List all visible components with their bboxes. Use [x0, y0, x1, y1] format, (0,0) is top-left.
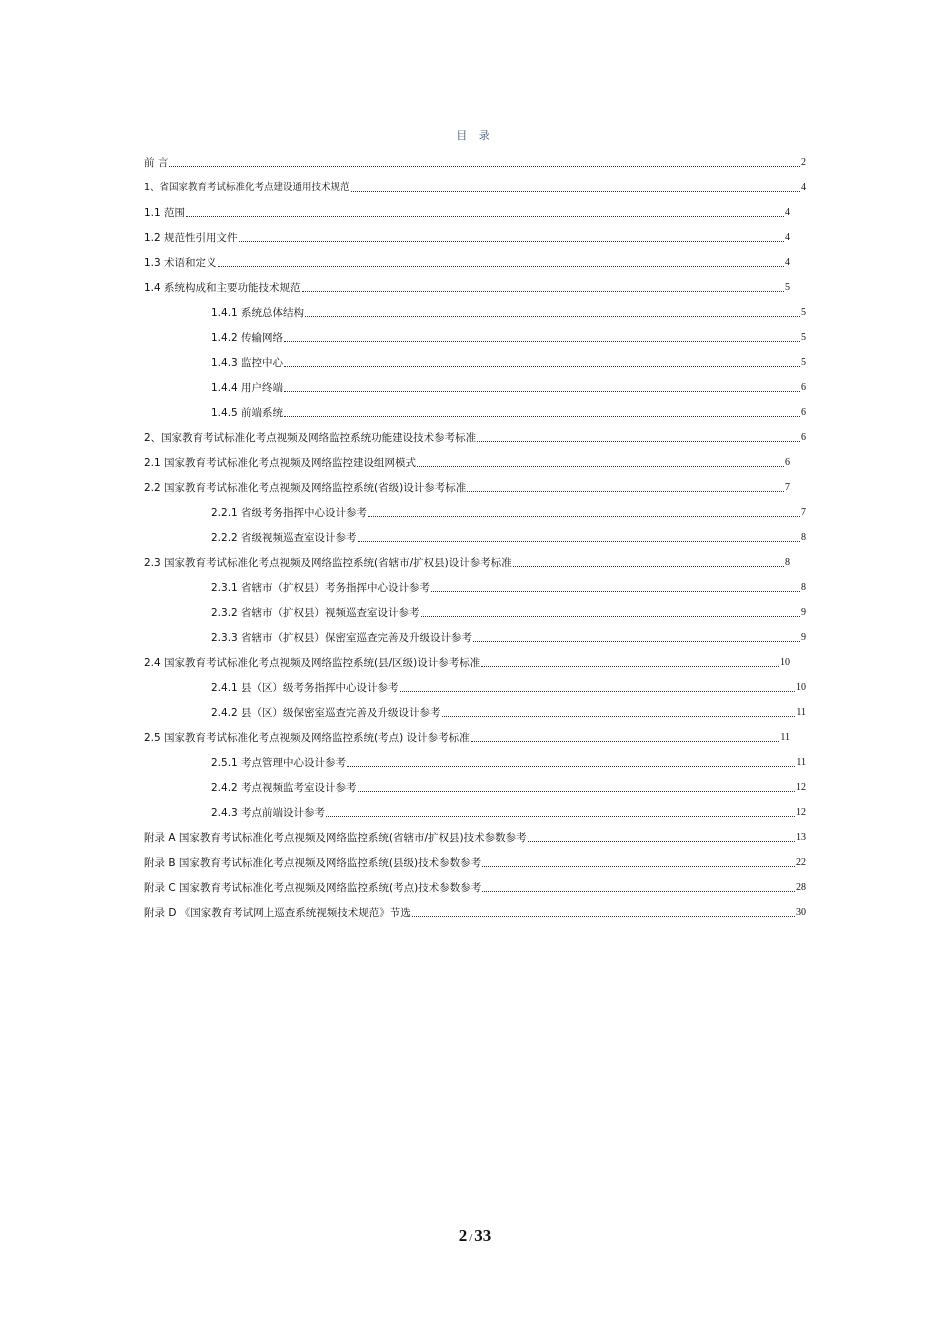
toc-entry-label: 1.4.5 前端系统 [211, 407, 284, 419]
toc-entry[interactable] [211, 700, 806, 720]
total-page-count: 33 [474, 1226, 492, 1245]
toc-leader-dots [169, 166, 800, 167]
toc-entry[interactable] [211, 775, 806, 795]
toc-entry-label: 2.3.1 省辖市（扩权县）考务指挥中心设计参考 [211, 582, 431, 594]
toc-leader-dots [513, 566, 784, 567]
toc-entry-page: 22 [796, 857, 806, 868]
toc-leader-dots [417, 466, 784, 467]
toc-entry[interactable] [144, 150, 806, 170]
toc-entry[interactable] [211, 375, 806, 395]
toc-entry[interactable] [211, 525, 806, 545]
toc-leader-dots [421, 616, 800, 617]
toc-leader-dots [442, 716, 796, 717]
toc-leader-dots [467, 491, 784, 492]
toc-entry-label: 2.4 国家教育考试标准化考点视频及网络监控系统(县/区级)设计参考标准 [144, 657, 481, 669]
toc-entry-label: 1.3 术语和定义 [144, 257, 217, 269]
toc-entry-page: 8 [801, 532, 806, 543]
toc-leader-dots [326, 816, 795, 817]
toc-leader-dots [358, 541, 800, 542]
toc-entry-label: 2.4.1 县（区）级考务指挥中心设计参考 [211, 682, 399, 694]
toc-leader-dots [302, 291, 784, 292]
toc-leader-dots [473, 641, 800, 642]
toc-entry-label: 2.4.3 考点前端设计参考 [211, 807, 326, 819]
toc-entry[interactable] [211, 350, 806, 370]
toc-leader-dots [186, 216, 784, 217]
toc-entry-label: 1.4.4 用户终端 [211, 382, 284, 394]
toc-entry-label: 附录 A 国家教育考试标准化考点视频及网络监控系统(省辖市/扩权县)技术参数参考 [144, 832, 527, 844]
toc-entry-page: 6 [801, 407, 806, 418]
toc-entry-page: 4 [801, 182, 806, 193]
toc-entry-page: 6 [801, 432, 806, 443]
toc-entry-page: 6 [801, 382, 806, 393]
toc-entry-label: 2.3 国家教育考试标准化考点视频及网络监控系统(省辖市/扩权县)设计参考标准 [144, 557, 512, 569]
page-number-footer [0, 1226, 950, 1246]
toc-entry-label: 2.5.1 考点管理中心设计参考 [211, 757, 347, 769]
toc-leader-dots [218, 266, 784, 267]
toc-leader-dots [482, 891, 795, 892]
toc-entry[interactable] [211, 600, 806, 620]
toc-entry-page: 30 [796, 907, 806, 918]
toc-entry[interactable] [144, 250, 790, 270]
toc-entry-page: 8 [785, 557, 790, 568]
toc-entry-page: 28 [796, 882, 806, 893]
toc-entry-page: 11 [796, 707, 806, 718]
toc-entry[interactable] [144, 875, 806, 895]
toc-leader-dots [368, 516, 800, 517]
toc-entry-label: 前 言 [144, 157, 169, 169]
toc-entry-page: 5 [801, 307, 806, 318]
toc-entry-page: 7 [785, 482, 790, 493]
toc-entry-label: 2.4.2 县（区）级保密室巡查完善及升级设计参考 [211, 707, 441, 719]
toc-entry-label: 2.2.2 省级视频巡查室设计参考 [211, 532, 357, 544]
toc-entry-page: 11 [796, 757, 806, 768]
toc-entry-page: 4 [785, 207, 790, 218]
toc-entry-label: 2.1 国家教育考试标准化考点视频及网络监控建设组网模式 [144, 457, 417, 469]
toc-entry-label: 1.4 系统构成和主要功能技术规范 [144, 282, 301, 294]
toc-leader-dots [347, 766, 795, 767]
toc-entry-label: 附录 C 国家教育考试标准化考点视频及网络监控系统(考点)技术参数参考 [144, 882, 482, 894]
toc-leader-dots [481, 666, 779, 667]
toc-entry-label: 2.2.1 省级考务指挥中心设计参考 [211, 507, 368, 519]
toc-entry-label: 1、省国家教育考试标准化考点建设通用技术规范 [144, 182, 350, 193]
toc-entry-page: 12 [796, 782, 806, 793]
toc-entry-page: 5 [801, 332, 806, 343]
toc-entry-label: 2.5 国家教育考试标准化考点视频及网络监控系统(考点) 设计参考标准 [144, 732, 470, 744]
toc-entry-page: 5 [801, 357, 806, 368]
toc-leader-dots [528, 841, 795, 842]
toc-entry-page: 10 [796, 682, 806, 693]
toc-entry[interactable] [211, 300, 806, 320]
toc-leader-dots [305, 316, 800, 317]
toc-entry[interactable] [211, 575, 806, 595]
toc-entry-page: 4 [785, 232, 790, 243]
toc-entry[interactable] [144, 425, 806, 445]
toc-entry-label: 2、国家教育考试标准化考点视频及网络监控系统功能建设技术参考标准 [144, 432, 477, 444]
toc-entry-page: 5 [785, 282, 790, 293]
toc-entry[interactable] [144, 200, 790, 220]
toc-entry[interactable] [144, 475, 790, 495]
toc-entry[interactable] [144, 225, 790, 245]
current-page-number: 2 [458, 1226, 468, 1245]
toc-entry[interactable] [211, 325, 806, 345]
toc-entry-label: 1.4.3 监控中心 [211, 357, 284, 369]
toc-leader-dots [358, 791, 795, 792]
toc-entry[interactable] [144, 175, 806, 195]
toc-entry-label: 1.4.1 系统总体结构 [211, 307, 305, 319]
toc-entry[interactable] [144, 550, 790, 570]
toc-leader-dots [471, 741, 780, 742]
page-separator: / [469, 1232, 473, 1244]
toc-entry[interactable] [211, 750, 806, 770]
toc-entry-label: 1.2 规范性引用文件 [144, 232, 238, 244]
toc-leader-dots [284, 366, 800, 367]
toc-entry-label: 附录 D 《国家教育考试网上巡查系统视频技术规范》节选 [144, 907, 411, 919]
toc-entry[interactable] [144, 900, 806, 920]
toc-leader-dots [431, 591, 800, 592]
toc-entry[interactable] [211, 800, 806, 820]
toc-leader-dots [482, 866, 795, 867]
toc-entry[interactable] [211, 625, 806, 645]
toc-entry-label: 2.4.2 考点视频监考室设计参考 [211, 782, 357, 794]
toc-entry[interactable] [144, 450, 790, 470]
toc-entry-label: 1.4.2 传输网络 [211, 332, 284, 344]
toc-entry-page: 13 [796, 832, 806, 843]
toc-entry-page: 9 [801, 607, 806, 618]
toc-entry-label: 附录 B 国家教育考试标准化考点视频及网络监控系统(县级)技术参数参考 [144, 857, 482, 869]
toc-leader-dots [477, 441, 800, 442]
toc-entry[interactable] [144, 850, 806, 870]
toc-entry-page: 11 [780, 732, 790, 743]
toc-entry-label: 1.1 范围 [144, 207, 186, 219]
toc-leader-dots [284, 341, 800, 342]
toc-entry-page: 12 [796, 807, 806, 818]
toc-entry[interactable] [144, 725, 790, 745]
toc-entry-page: 8 [801, 582, 806, 593]
toc-title: 目 录 [456, 129, 494, 142]
toc-entry-page: 4 [785, 257, 790, 268]
toc-entry[interactable] [144, 650, 790, 670]
toc-entry[interactable] [211, 675, 806, 695]
toc-leader-dots [412, 916, 795, 917]
toc-entry[interactable] [144, 825, 806, 845]
toc-entry-label: 2.2 国家教育考试标准化考点视频及网络监控系统(省级)设计参考标准 [144, 482, 467, 494]
toc-leader-dots [239, 241, 784, 242]
toc-entry[interactable] [144, 275, 790, 295]
toc-entry-page: 6 [785, 457, 790, 468]
toc-entry-page: 10 [780, 657, 790, 668]
toc-leader-dots [284, 416, 800, 417]
toc-entry-label: 2.3.3 省辖市（扩权县）保密室巡查完善及升级设计参考 [211, 632, 473, 644]
toc-entry-page: 9 [801, 632, 806, 643]
toc-entry-label: 2.3.2 省辖市（扩权县）视频巡查室设计参考 [211, 607, 420, 619]
toc-entry[interactable] [211, 500, 806, 520]
toc-entry[interactable] [211, 400, 806, 420]
toc-leader-dots [351, 191, 800, 192]
toc-entry-page: 2 [801, 157, 806, 168]
toc-leader-dots [400, 691, 795, 692]
toc-leader-dots [284, 391, 800, 392]
toc-entry-page: 7 [801, 507, 806, 518]
